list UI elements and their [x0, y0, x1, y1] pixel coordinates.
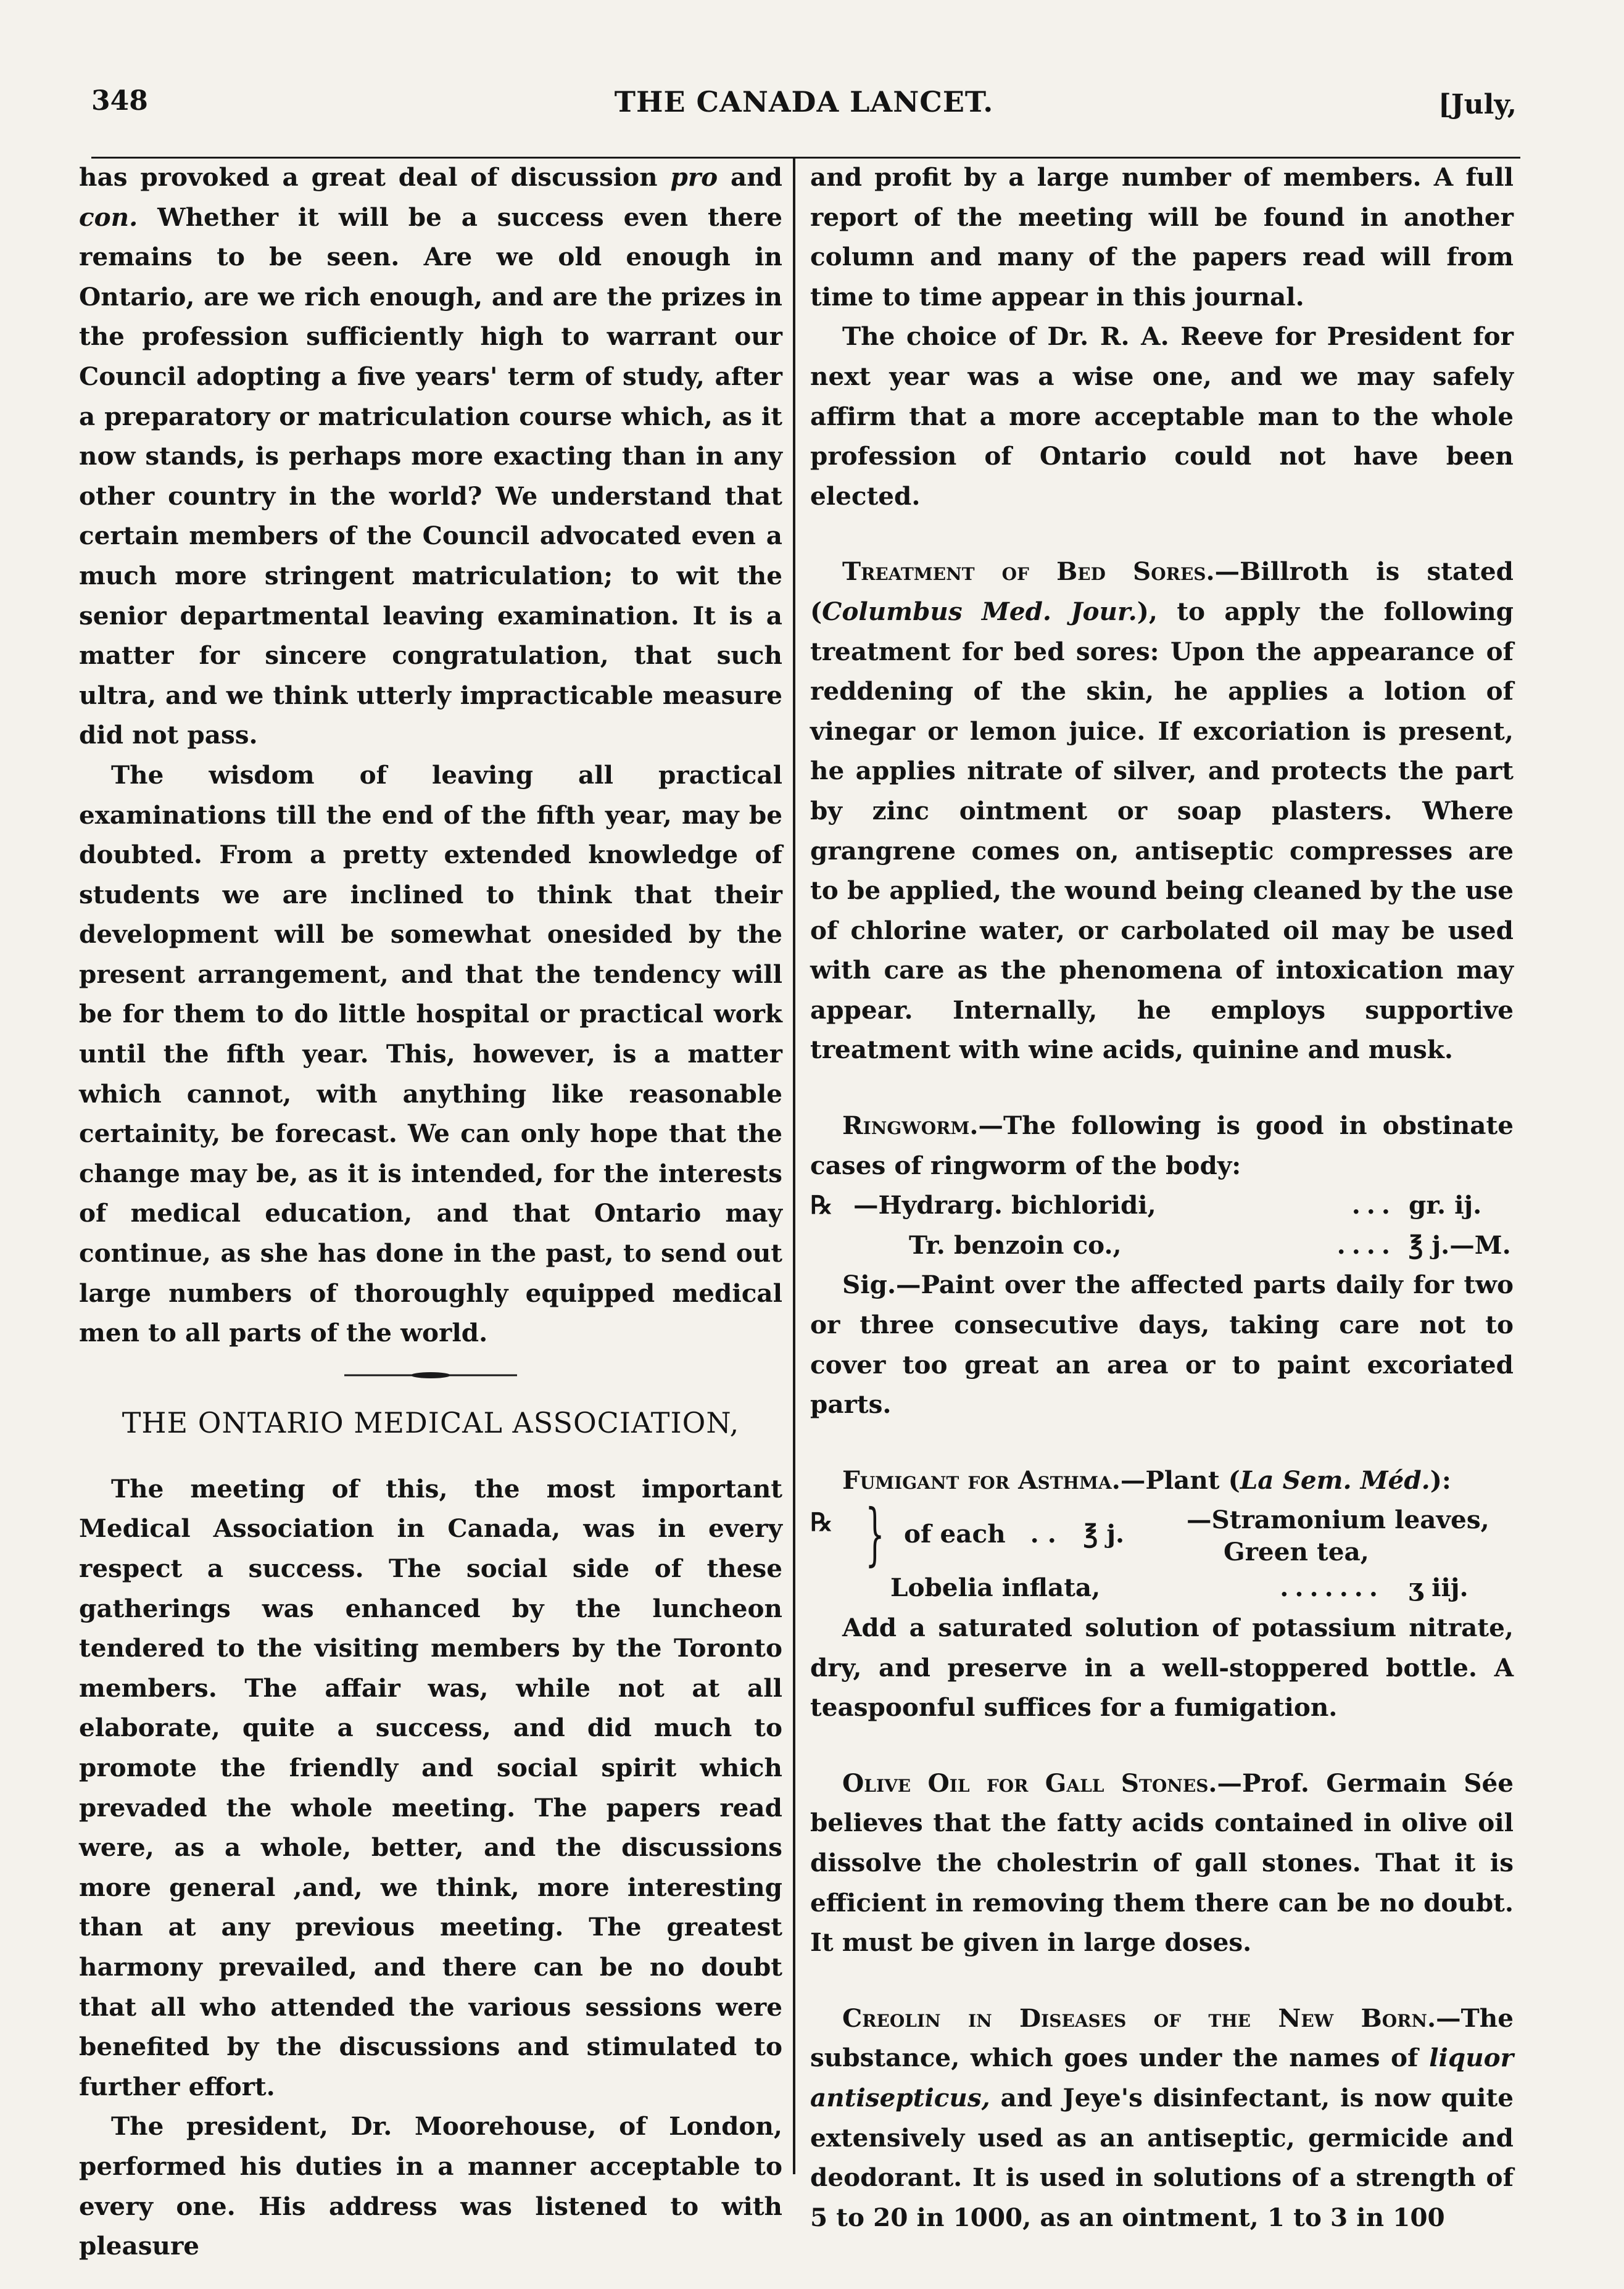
paragraph: The president, Dr. Moorehouse, of London, performed his duties in a manner acceptable to every one. His address was listened to with pleasure [79, 2111, 782, 2261]
rx-leader: .. [1030, 1519, 1065, 1549]
paragraph: The choice of Dr. R. A. Reeve for President for next year was a wise one, and we may safely affirm that a more acceptable man to the whole profession of Ontario could not have been elected. [810, 321, 1514, 511]
left-column [79, 157, 782, 2266]
rx-ingredient: —Stramonium leaves, [1187, 1505, 1489, 1535]
rx-dose: ℥ j.—M. [1409, 1230, 1511, 1260]
column-rule [793, 157, 795, 2174]
article-heading: Treatment of Bed Sores. [842, 557, 1215, 587]
text: ): [1430, 1465, 1451, 1495]
prescription-fumigant [810, 1494, 1514, 1574]
text: Whether it will be a success even there remains to be seen. Are we old enough in Ontario, are we rich enough, and are the prizes in the profession sufficiently high to warrant our Council adopting a five years' term of study, after a preparatory or matriculation course which, as it now stands, is perhaps more exacting than in any other country in the world? We understand that certain members of the Council advocated even a much more stringent matriculation; to wit the senior departmental leaving examination. It is a matter for sincere congratulation, that such ultra, and we think utterly impracticable measure did not pass. [79, 202, 782, 750]
rx-symbol: ℞ [810, 1190, 833, 1220]
prescription-fumigant-line [810, 1568, 1514, 1608]
running-header [91, 80, 1517, 136]
text: —Plant ( [1120, 1465, 1240, 1495]
section-heading: THE ONTARIO MEDICAL ASSOCIATION, [122, 1405, 740, 1439]
text: —The substance, which goes under the names of [810, 2003, 1514, 2073]
issue-month: [July, [1438, 89, 1517, 120]
italic-term: pro [670, 162, 718, 192]
rx-leader: ... [1351, 1190, 1396, 1220]
citation: Columbus Med. Jour. [822, 596, 1137, 626]
page-number: 348 [91, 85, 148, 117]
prescription-ringworm [810, 1185, 1514, 1265]
section-divider-ornament [344, 1372, 517, 1379]
rx-grouping: } of each .. ℥ j. [865, 1494, 1125, 1574]
article-bed-sores [810, 552, 1514, 1070]
right-column [810, 157, 1514, 2237]
paragraph [79, 157, 782, 755]
paragraph: Add a saturated solution of potassium nitrate, dry, and preserve in a well-stoppered bottle. A teaspoonful suffices for a fumigation. [810, 1613, 1514, 1723]
text: has provoked a great deal of discussion [79, 162, 658, 192]
rx-each: of each [904, 1519, 1006, 1549]
text: and Jeye's disinfectant, is now quite extensively used as an antiseptic, germicide and deodorant. It is used in solutions of a strength of 5 to 20 in 1000, as an ointment, 1 to 3 in 100 [810, 2082, 1514, 2232]
rx-leader: ....... [1280, 1573, 1384, 1603]
rx-symbol: ℞ [810, 1507, 833, 1538]
italic-term: con. [79, 202, 138, 232]
rx-ingredient: —Hydrarg. bichloridi, [853, 1190, 1156, 1220]
article-creolin [810, 1998, 1514, 2238]
paragraph: The wisdom of leaving all practical examinations till the end of the fifth year, may be doubted. From a pretty extended knowledge of students we are inclined to think that their development will be somewhat onesided by the present arrangement, and that the tendency will be for them to do little hospital or practical work until the fifth year. This, however, is a matter which cannot, with anything like reasonable certainity, be forecast. We can only hope that the change may be, as it is intended, for the interests of medical education, and that Ontario may continue, as she has done in the past, to send out large numbers of thoroughly equipped medical men to all parts of the world. [79, 760, 782, 1348]
rx-ingredient: Green tea, [1224, 1537, 1369, 1567]
paragraph: The meeting of this, the most important Medical Association in Canada, was in every respect a success. The social side of these gatherings was enhanced by the luncheon tendered to the visiting members by the Toronto members. The affair was, while not at all elaborate, quite a success, and did much to promote the friendly and social spirit which prevaded the whole meeting. The papers read were, as a whole, better, and the discussions more general ,and, we think, more interesting than at any previous meeting. The greatest harmony prevailed, and there can be no doubt that all who attended the various sessions were benefited by the discussions and stimulated to further effort. [79, 1473, 782, 2101]
rx-dose: gr. ij. [1409, 1190, 1482, 1220]
article-ringworm [810, 1106, 1514, 1185]
article-heading: Fumigant for Asthma. [842, 1465, 1121, 1495]
citation: La Sem. Méd. [1240, 1465, 1430, 1495]
rx-signature: Sig.—Paint over the affected parts daily for two or three consecutive days, taking care not to cover too great an area or to paint excoriated parts. [810, 1270, 1514, 1420]
italic-term: liquor antisepticus, [810, 2043, 1514, 2113]
article-heading: Creolin in Diseases of the New Born. [842, 2003, 1436, 2033]
rx-ingredient: Lobelia inflata, [890, 1573, 1101, 1603]
text: —Billroth is stated ( [810, 557, 1514, 626]
rx-ingredient: Tr. benzoin co., [909, 1230, 1122, 1260]
text: ), to apply the following treatment for bed sores: Upon the appearance of reddening of the skin, he applies a lotion of vinegar or lemon juice. If excoriation is present, he applies nitrate of silver, and protects the part by zinc ointment or soap plasters. Where grangrene comes on, antiseptic compresses are to be applied, the wound being cleaned by the use of chlorine water, or carbolated oil may be used with care as the phenomena of intoxication may appear. Internally, he employs supportive treatment with wine acids, quinine and musk. [810, 596, 1514, 1065]
rx-leader: .... [1336, 1230, 1396, 1260]
text: and [730, 162, 782, 192]
rx-dose: ℥ j. [1083, 1519, 1125, 1549]
text: —The following is good in obstinate cases of ringworm of the body: [810, 1111, 1514, 1180]
article-fumigant [810, 1460, 1514, 1500]
rx-dose: ʒ iij. [1409, 1573, 1469, 1603]
journal-title: THE CANADA LANCET. [614, 85, 994, 118]
text: —Prof. Germain Sée believes that the fatty acids contained in olive oil dissolve the cholestrin of gall stones. That it is efficient in removing them there can be no doubt. It must be given in large doses. [810, 1768, 1514, 1958]
article-heading: Ringworm. [842, 1111, 979, 1141]
article-olive-oil [810, 1763, 1514, 1963]
paragraph: and profit by a large number of members. A full report of the meeting will be found in another column and many of the papers read will from time to time appear in this journal. [810, 162, 1514, 312]
article-heading: Olive Oil for Gall Stones. [842, 1768, 1217, 1798]
